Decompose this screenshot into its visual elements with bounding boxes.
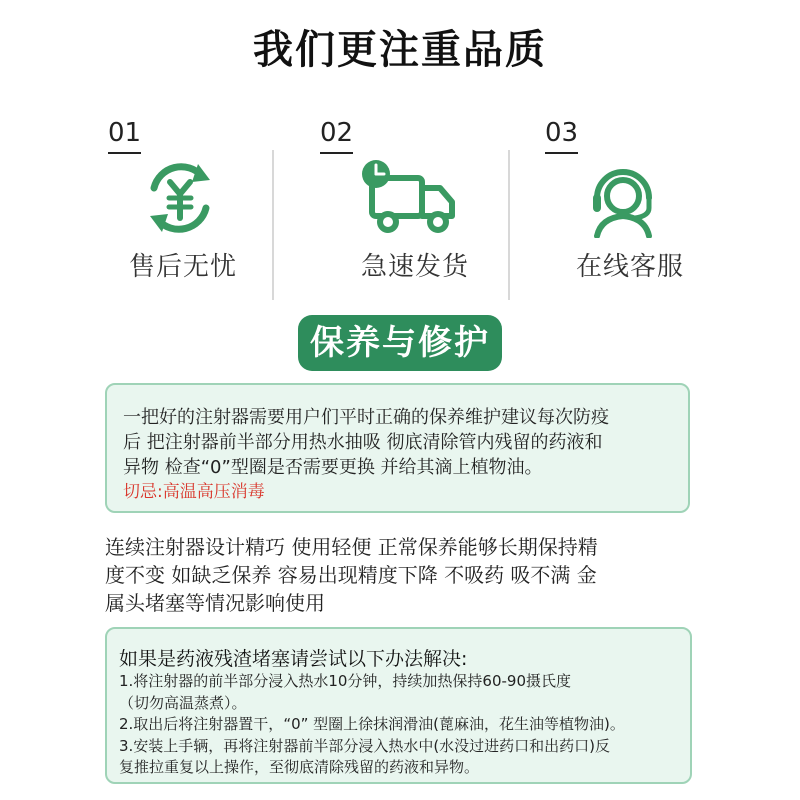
feature-after-sales bbox=[108, 118, 308, 298]
section-label-badge: 保养与修护 bbox=[298, 315, 502, 371]
solution-heading: 如果是药液残渣堵塞请尝试以下办法解决: bbox=[119, 648, 468, 670]
feature-label: 售后无忧 bbox=[128, 252, 237, 282]
solution-step: 2.取出后将注射器置干，“0” 型圈上徐抹润滑油(蓖麻油，花生油等植物油)。 bbox=[119, 715, 625, 733]
feature-number: 03 bbox=[545, 118, 578, 154]
solution-step: 3.安装上手辆，再将注射器前半部分浸入热水中(水没过进药口和出药口)反 bbox=[119, 736, 611, 755]
divider bbox=[272, 150, 274, 300]
delivery-truck-clock-icon bbox=[360, 158, 460, 238]
product-description bbox=[105, 533, 705, 617]
feature-number: 01 bbox=[108, 118, 141, 154]
feature-label: 在线客服 bbox=[575, 252, 684, 282]
yuan-refresh-icon bbox=[140, 158, 220, 238]
solution-step: 复推拉重复以上操作，至彻底清除残留的药液和异物。 bbox=[119, 758, 480, 776]
care-instructions-box bbox=[105, 383, 690, 513]
warning-text: 切忌:高温高压消毒 bbox=[123, 482, 265, 502]
feature-label: 急速发货 bbox=[360, 252, 469, 282]
solution-box bbox=[105, 627, 692, 784]
feature-online-service bbox=[545, 118, 745, 298]
customer-service-headset-icon bbox=[583, 158, 663, 238]
solution-step: 1.将注射器的前半部分浸入热水10分钟，持续加热保持60-90摄氏度 bbox=[119, 672, 571, 690]
care-text-line: 一把好的注射器需要用户们平时正确的保养维护建议每次防疫 bbox=[123, 407, 609, 428]
description-line: 度不变 如缺乏保养 容易出现精度下降 不吸药 吸不满 金 bbox=[105, 563, 597, 587]
care-text-line: 后 把注射器前半部分用热水抽吸 彻底清除管内残留的药液和 bbox=[123, 432, 603, 453]
divider bbox=[508, 150, 510, 300]
feature-fast-delivery bbox=[320, 118, 520, 298]
description-line: 连续注射器设计精巧 使用轻便 正常保养能够长期保持精 bbox=[105, 535, 598, 559]
feature-number: 02 bbox=[320, 118, 353, 154]
care-text-line: 异物 检查“0”型圈是否需要更换 并给其滴上植物油。 bbox=[123, 457, 543, 478]
solution-step: （切勿高温蒸煮）。 bbox=[119, 693, 247, 712]
page-title: 我们更注重品质 bbox=[253, 27, 547, 73]
description-line: 属头堵塞等情况影响使用 bbox=[105, 591, 325, 615]
